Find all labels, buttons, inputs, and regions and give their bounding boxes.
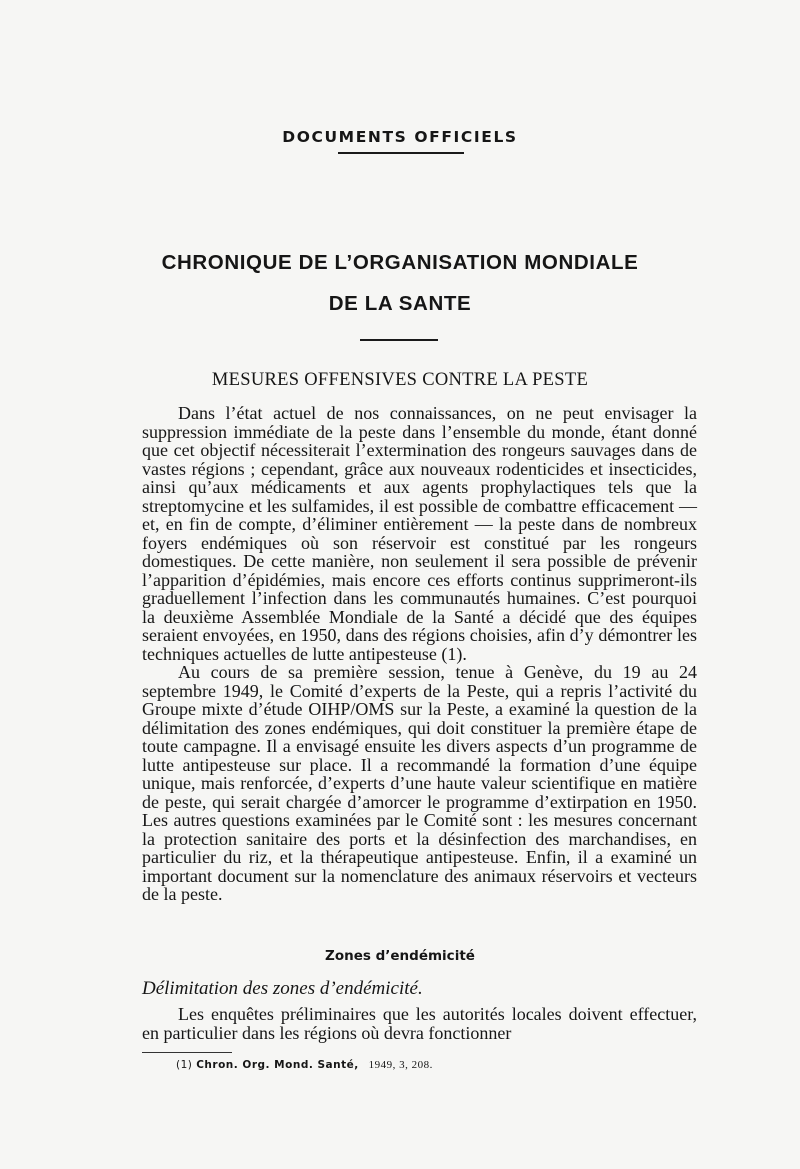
footnote-ref: 1949, 3, 208.: [368, 1059, 433, 1071]
section-title: MESURES OFFENSIVES CONTRE LA PESTE: [211, 370, 589, 390]
running-head-rule: [338, 152, 464, 154]
subhead-zones: Zones d’endémicité: [325, 948, 475, 964]
paragraph-3: Les enquêtes préliminaires que les autorités locales doivent effectuer, en particulier dans les régions où devra fonctionner: [142, 1004, 697, 1043]
running-head: DOCUMENTS OFFICIELS: [282, 128, 518, 146]
body-text-2: [142, 1005, 697, 1042]
paragraph-2: Au cours de sa première session, tenue à Genève, du 19 au 24 septembre 1949, le Comité d’experts de la Peste, qui a repris l’activité du Groupe mixte d’étude OIHP/OMS sur la Peste, a examiné la question de la délimitation des zones endémiques, qui doit constituer la première étape de toute campagne. Il a envisagé ensuite les divers aspects d’un programme de lutte antipesteuse sur place. Il a recommandé la formation d’une équipe unique, mais renforcée, d’experts d’une haute valeur scientifique en matière de peste, qui serait chargée d’amorcer le programme d’extirpation en 1950. Les autres questions examinées par le Comité sont : les mesures concernant la protection sanitaire des ports et la désinfection des marchandises, en particulier du riz, et la thérapeutique antipesteuse. Enfin, il a examiné un important document sur la nomenclature des animaux réservoirs et vecteurs de la peste.: [142, 662, 697, 904]
title-rule: [360, 339, 438, 341]
paragraph-1: Dans l’état actuel de nos connaissances, on ne peut envisager la suppression immédiate de la peste dans l’ensemble du monde, étant donné que cet objectif nécessiterait l’extermination des rongeurs sauvages dans de vastes régions ; cependant, grâce aux nouveaux rodenticides et insecticides, ainsi qu’aux médicaments et aux agents prophylactiques tels que la streptomycine et les sulfamides, il est possible de combattre efficacement — et, en fin de compte, d’éliminer entièrement — la peste dans de nombreux foyers endémiques où son réservoir est constitué par les rongeurs domestiques. De cette manière, non seulement il sera possible de prévenir l’apparition d’épidémies, mais encore ces efforts continus supprimeront-ils graduellement l’infection dans les communautés humaines. C’est pourquoi la deuxième Assemblée Mondiale de la Santé a décidé que des équipes seraient envoyées, en 1950, dans des régions choisies, afin d’y démontrer les techniques actuelles de lutte antipesteuse (1).: [142, 403, 697, 664]
footnote: [176, 1059, 433, 1071]
title-line-1: CHRONIQUE DE L’ORGANISATION MONDIALE: [161, 251, 639, 274]
title-line-2: DE LA SANTE: [328, 292, 472, 315]
footnote-rule: [142, 1052, 232, 1053]
body-text: [142, 404, 697, 904]
footnote-source: Chron. Org. Mond. Santé,: [196, 1059, 359, 1071]
italic-heading: Délimitation des zones d’endémicité.: [142, 978, 423, 999]
footnote-marker: (1): [176, 1059, 193, 1071]
